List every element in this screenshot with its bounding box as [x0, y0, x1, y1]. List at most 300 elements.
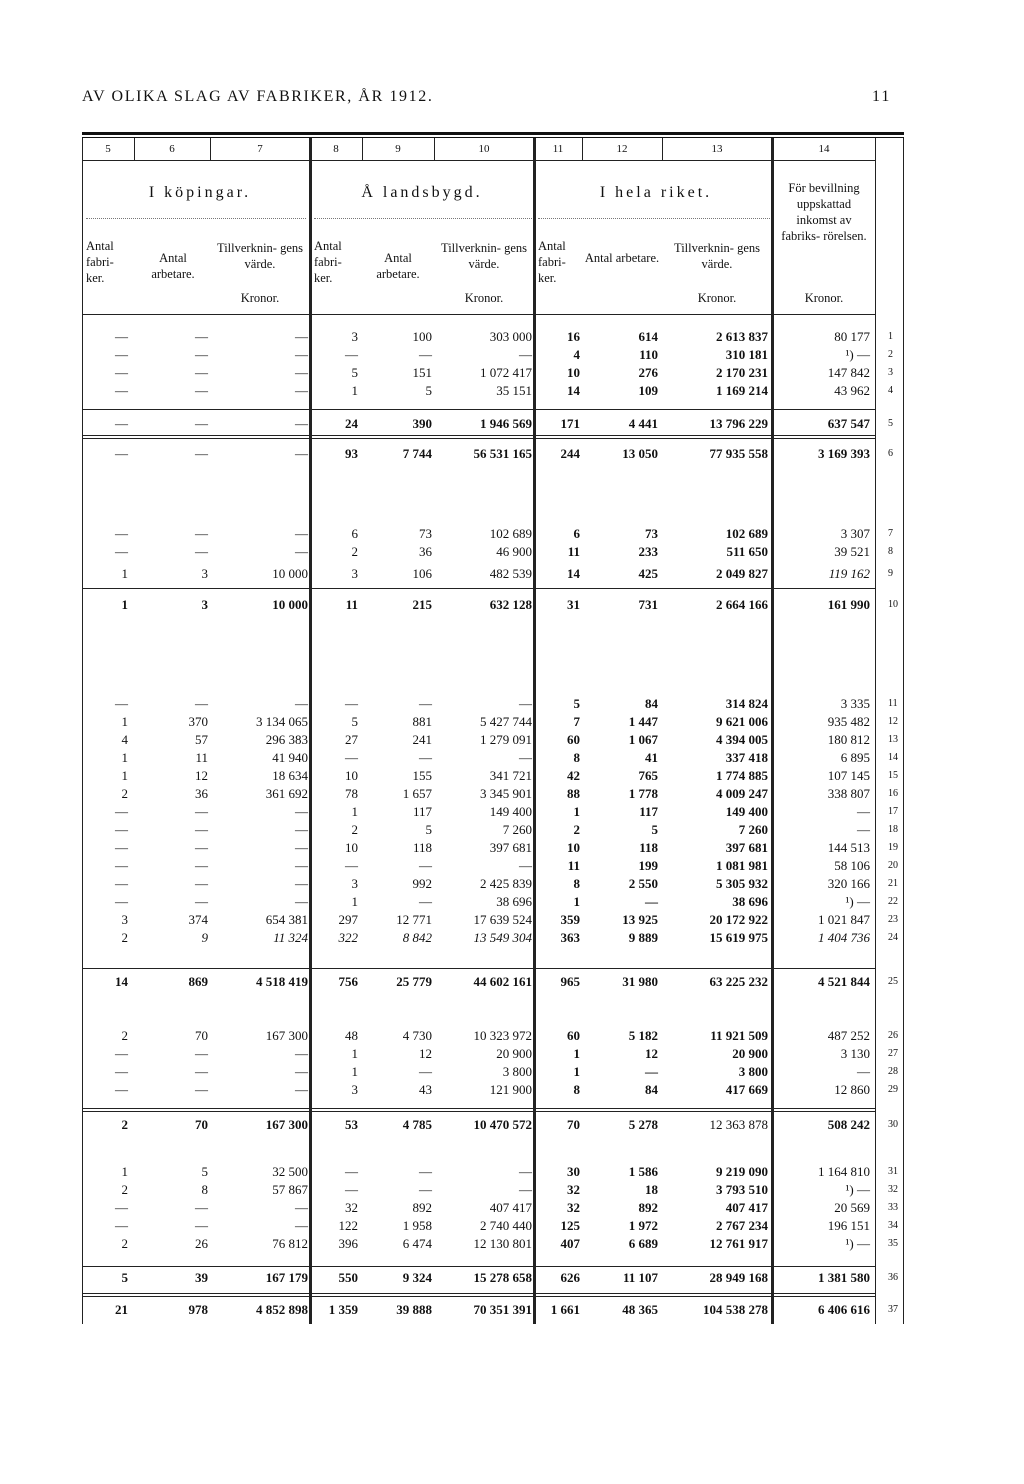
table-row [0, 876, 904, 892]
table-cell: 12 761 917 [709, 1236, 768, 1251]
table-cell: 149 400 [725, 804, 768, 819]
table-row [0, 365, 904, 381]
table-row [0, 1270, 904, 1286]
table-cell: 167 179 [265, 1270, 308, 1285]
table-cell: 7 [573, 714, 580, 729]
column-number: 11 [552, 143, 564, 155]
table-row [0, 1082, 904, 1098]
table-row [0, 597, 904, 613]
table-cell: 48 [345, 1028, 358, 1043]
table-cell: — [295, 804, 308, 819]
header-dotted-rule [314, 218, 532, 219]
table-cell: — [419, 1064, 432, 1079]
table-cell: 965 [560, 974, 580, 989]
subheader-antal-arbetare: Antal arbetare. [151, 251, 195, 281]
table-cell: 180 812 [827, 732, 870, 747]
column-divider [903, 138, 904, 1324]
table-cell: 30 [567, 1164, 580, 1179]
column-number: 8 [333, 143, 339, 155]
table-cell: 992 [412, 876, 432, 891]
column-divider-heavy [771, 138, 774, 1324]
table-cell: 881 [412, 714, 432, 729]
table-cell: — [115, 840, 128, 855]
table-cell: 31 [567, 597, 580, 612]
table-cell: 167 300 [265, 1028, 308, 1043]
group-heading-landsbygd: Å landsbygd. [361, 184, 483, 201]
table-cell: 12 860 [834, 1082, 870, 1097]
table-cell: 3 800 [738, 1064, 768, 1079]
table-cell: 1 657 [402, 786, 432, 801]
column-number: 6 [169, 143, 175, 155]
subheader-kronor: Kronor. [697, 291, 737, 305]
subheader-kronor: Kronor. [464, 291, 504, 305]
table-cell: 1 [121, 768, 128, 783]
table-cell: 1 169 214 [716, 383, 768, 398]
table-cell: — [295, 840, 308, 855]
table-cell: 38 696 [732, 894, 768, 909]
table-cell: 88 [567, 786, 580, 801]
row-number: 35 [888, 1238, 898, 1249]
table-cell: 765 [638, 768, 658, 783]
table-row [0, 696, 904, 712]
row-number: 19 [888, 842, 898, 853]
table-cell: 1 774 885 [716, 768, 768, 783]
table-row [0, 822, 904, 838]
column-divider-heavy [533, 138, 536, 1324]
table-cell: — [345, 347, 358, 362]
section-rule [82, 1108, 876, 1109]
table-cell: 11 [567, 544, 580, 559]
column-divider [662, 138, 663, 160]
table-cell: 10 [345, 840, 358, 855]
table-cell: — [115, 347, 128, 362]
table-cell: 8 [201, 1182, 208, 1197]
table-cell: 361 692 [265, 786, 308, 801]
table-cell: 370 [188, 714, 208, 729]
table-cell: 1 [351, 894, 358, 909]
table-cell: 57 [195, 732, 208, 747]
table-cell: 35 151 [496, 383, 532, 398]
table-cell: 57 867 [272, 1182, 308, 1197]
table-cell: 407 417 [725, 1200, 768, 1215]
table-cell: 511 650 [726, 544, 768, 559]
column-number: 7 [257, 143, 263, 155]
table-cell: 4 441 [628, 416, 658, 431]
table-cell: 3 [351, 329, 358, 344]
table-cell: — [295, 1046, 308, 1061]
table-cell: 17 639 524 [473, 912, 532, 927]
table-cell: 13 050 [622, 446, 658, 461]
table-cell: — [419, 696, 432, 711]
table-cell: 13 796 229 [709, 416, 768, 431]
table-cell: 935 482 [827, 714, 870, 729]
table-cell: 482 539 [489, 566, 532, 581]
table-cell: 151 [412, 365, 432, 380]
table-cell: 1 [351, 804, 358, 819]
row-number: 36 [888, 1272, 898, 1283]
table-cell: 637 547 [827, 416, 870, 431]
table-cell: 626 [560, 1270, 580, 1285]
table-cell: 18 634 [272, 768, 308, 783]
table-cell: 303 000 [489, 329, 532, 344]
table-cell: 14 [567, 566, 580, 581]
table-cell: 869 [188, 974, 208, 989]
table-cell: 310 181 [725, 347, 768, 362]
table-cell: — [295, 858, 308, 873]
table-cell: 4 [573, 347, 580, 362]
header-dotted-rule [86, 218, 306, 219]
table-cell: — [115, 416, 128, 431]
header-dotted-rule [538, 218, 770, 219]
table-cell: 46 900 [496, 544, 532, 559]
table-cell: — [419, 1182, 432, 1197]
table-cell: 241 [412, 732, 432, 747]
table-cell: 39 [195, 1270, 208, 1285]
table-cell: 60 [567, 1028, 580, 1043]
table-cell: 125 [560, 1218, 580, 1233]
row-number: 4 [888, 385, 893, 396]
row-number: 11 [888, 698, 898, 709]
table-cell: 5 [351, 714, 358, 729]
row-number: 32 [888, 1184, 898, 1195]
table-cell: 3 130 [840, 1046, 870, 1061]
row-number: 30 [888, 1119, 898, 1130]
table-cell: 1 586 [628, 1164, 658, 1179]
table-cell: 1 081 981 [716, 858, 768, 873]
table-cell: — [115, 1218, 128, 1233]
table-cell: 1 [121, 566, 128, 581]
table-cell: — [519, 347, 532, 362]
table-cell: — [195, 1200, 208, 1215]
table-row [0, 446, 904, 462]
table-cell: 731 [638, 597, 658, 612]
section-rule [82, 435, 876, 436]
table-cell: 12 771 [396, 912, 432, 927]
subheader-tillverkningens-varde: Tillverknin- gens värde. [674, 241, 760, 271]
table-row [0, 858, 904, 874]
table-cell: 118 [639, 840, 658, 855]
column-divider-heavy [309, 138, 312, 1324]
table-cell: 892 [638, 1200, 658, 1215]
section-rule [82, 438, 876, 439]
table-cell: — [195, 894, 208, 909]
table-cell: 76 812 [272, 1236, 308, 1251]
table-cell: 14 [567, 383, 580, 398]
table-cell: 9 889 [628, 930, 658, 945]
table-cell: 3 335 [840, 696, 870, 711]
table-cell: 9 219 090 [716, 1164, 768, 1179]
table-cell: 78 [345, 786, 358, 801]
table-cell: 32 [345, 1200, 358, 1215]
table-cell: 359 [560, 912, 580, 927]
table-cell: 3 345 901 [480, 786, 532, 801]
table-cell: — [345, 696, 358, 711]
table-cell: 9 621 006 [716, 714, 768, 729]
table-row [0, 840, 904, 856]
subheader-kronor: Kronor. [240, 291, 280, 305]
table-cell: 8 842 [402, 930, 432, 945]
table-cell: 322 [338, 930, 358, 945]
table-cell: — [115, 1200, 128, 1215]
column-divider [875, 138, 876, 1324]
table-cell: 3 [351, 876, 358, 891]
table-cell: 20 569 [834, 1200, 870, 1215]
table-cell: 117 [412, 804, 432, 819]
table-cell: 5 [425, 822, 432, 837]
table-cell: 1 661 [550, 1302, 580, 1317]
table-cell: — [115, 822, 128, 837]
table-cell: 102 689 [489, 526, 532, 541]
table-cell: 1 778 [628, 786, 658, 801]
table-row [0, 750, 904, 766]
table-cell: 18 [645, 1182, 658, 1197]
column-divider [82, 138, 83, 1324]
column-divider [434, 138, 435, 160]
section-rule [82, 1293, 876, 1294]
table-cell: 16 [567, 329, 580, 344]
table-cell: 215 [412, 597, 432, 612]
table-cell: — [519, 1182, 532, 1197]
subheader-antal-arbetare: Antal arbetare. [584, 251, 660, 265]
table-cell: 2 [121, 1182, 128, 1197]
table-cell: 73 [419, 526, 432, 541]
table-cell: 10 470 572 [473, 1117, 532, 1132]
table-cell: 118 [412, 840, 432, 855]
table-cell: 10 [345, 768, 358, 783]
table-cell: 1 164 810 [818, 1164, 870, 1179]
table-cell: 390 [412, 416, 432, 431]
table-cell: 147 842 [827, 365, 870, 380]
table-cell: 2 [121, 1028, 128, 1043]
table-cell: 28 949 168 [709, 1270, 768, 1285]
row-number: 16 [888, 788, 898, 799]
table-cell: 978 [188, 1302, 208, 1317]
table-cell: 363 [560, 930, 580, 945]
table-cell: 10 000 [272, 597, 308, 612]
table-cell: — [857, 1064, 870, 1079]
table-cell: 25 779 [396, 974, 432, 989]
table-cell: — [195, 383, 208, 398]
table-cell: — [115, 544, 128, 559]
table-cell: 12 [419, 1046, 432, 1061]
table-cell: 32 [567, 1200, 580, 1215]
table-cell: 407 417 [489, 1200, 532, 1215]
table-cell: 4 852 898 [256, 1302, 308, 1317]
table-cell: 374 [188, 912, 208, 927]
table-cell: 27 [345, 732, 358, 747]
table-cell: 4 009 247 [716, 786, 768, 801]
table-cell: 3 [121, 912, 128, 927]
table-cell: — [519, 1164, 532, 1179]
subheader-tillverkningens-varde: Tillverknin- gens värde. [441, 241, 527, 271]
table-cell: 32 [567, 1182, 580, 1197]
table-cell: 73 [645, 526, 658, 541]
table-cell: 3 [351, 1082, 358, 1097]
table-cell: 53 [345, 1117, 358, 1132]
table-cell: — [519, 696, 532, 711]
table-cell: 1 404 736 [818, 930, 870, 945]
table-cell: 58 106 [834, 858, 870, 873]
table-cell: 5 [651, 822, 658, 837]
table-cell: 2 049 827 [716, 566, 768, 581]
table-cell: 15 619 975 [709, 930, 768, 945]
table-cell: 14 [115, 974, 128, 989]
table-cell: 10 000 [272, 566, 308, 581]
table-cell: 20 900 [732, 1046, 768, 1061]
row-number: 8 [888, 546, 893, 557]
subheader-antal-fabriker: Antal fabri- ker. [86, 239, 114, 285]
subheader-antal-arbetare: Antal arbetare. [376, 251, 420, 281]
table-cell: 2 [121, 930, 128, 945]
table-cell: 487 252 [827, 1028, 870, 1043]
row-number: 18 [888, 824, 898, 835]
table-cell: 1 [121, 714, 128, 729]
table-cell: 36 [195, 786, 208, 801]
table-cell: 161 990 [827, 597, 870, 612]
table-cell: 2 425 839 [480, 876, 532, 891]
table-cell: — [645, 1064, 658, 1079]
row-number: 26 [888, 1030, 898, 1041]
table-cell: 1 279 091 [480, 732, 532, 747]
table-cell: 70 [195, 1028, 208, 1043]
column-number: 10 [478, 143, 490, 155]
table-cell: — [295, 383, 308, 398]
top-rule [82, 132, 904, 135]
column-divider [582, 138, 583, 160]
table-cell: 1 958 [402, 1218, 432, 1233]
table-cell: 144 513 [827, 840, 870, 855]
table-cell: 2 170 231 [716, 365, 768, 380]
table-cell: 84 [645, 696, 658, 711]
table-row [0, 732, 904, 748]
table-cell: 106 [412, 566, 432, 581]
table-cell: 5 427 744 [480, 714, 532, 729]
table-cell: — [115, 804, 128, 819]
table-row [0, 974, 904, 990]
table-cell: 102 689 [725, 526, 768, 541]
table-row [0, 566, 904, 582]
table-cell: 84 [645, 1082, 658, 1097]
subheader-kronor: Kronor. [804, 291, 844, 305]
table-cell: 3 [201, 566, 208, 581]
table-cell: 2 [121, 786, 128, 801]
table-cell: 5 182 [628, 1028, 658, 1043]
table-cell: — [419, 750, 432, 765]
table-row [0, 1117, 904, 1133]
table-cell: — [115, 1064, 128, 1079]
table-cell: 338 807 [827, 786, 870, 801]
table-cell: 5 278 [628, 1117, 658, 1132]
table-cell: 244 [560, 446, 580, 461]
table-row [0, 714, 904, 730]
table-cell: — [195, 446, 208, 461]
table-cell: 417 669 [725, 1082, 768, 1097]
table-cell: 12 363 878 [709, 1117, 768, 1132]
table-cell: 3 [351, 566, 358, 581]
row-number: 24 [888, 932, 898, 943]
table-cell: 10 [567, 365, 580, 380]
table-cell: 337 418 [725, 750, 768, 765]
table-cell: 11 [195, 750, 208, 765]
table-cell: 1 [121, 750, 128, 765]
table-cell: 11 107 [622, 1270, 658, 1285]
table-cell: 1 [573, 804, 580, 819]
table-cell: 199 [638, 858, 658, 873]
table-cell: 7 744 [402, 446, 432, 461]
column-divider [210, 138, 211, 160]
table-cell: 2 [121, 1236, 128, 1251]
top-rule-thin [82, 137, 904, 138]
table-cell: 1 072 417 [480, 365, 532, 380]
table-cell: 39 888 [396, 1302, 432, 1317]
table-cell: 407 [560, 1236, 580, 1251]
table-cell: 341 721 [489, 768, 532, 783]
table-row [0, 1182, 904, 1198]
table-cell: 892 [412, 1200, 432, 1215]
row-number: 22 [888, 896, 898, 907]
column-number: 12 [616, 143, 628, 155]
table-cell: ¹) — [845, 1236, 870, 1251]
table-cell: 1 [351, 383, 358, 398]
table-cell: 2 [351, 544, 358, 559]
table-row [0, 786, 904, 802]
table-cell: 276 [638, 365, 658, 380]
table-cell: — [295, 876, 308, 891]
table-cell: — [195, 696, 208, 711]
table-cell: 39 521 [834, 544, 870, 559]
table-cell: — [295, 446, 308, 461]
table-row [0, 1218, 904, 1234]
table-cell: 1 [121, 597, 128, 612]
table-cell: 43 962 [834, 383, 870, 398]
table-cell: 32 500 [272, 1164, 308, 1179]
row-number: 37 [888, 1304, 898, 1315]
table-cell: 1 946 569 [480, 416, 532, 431]
table-cell: 3 793 510 [716, 1182, 768, 1197]
table-cell: 1 [573, 1064, 580, 1079]
table-cell: 6 895 [840, 750, 870, 765]
table-cell: 3 800 [502, 1064, 532, 1079]
row-number: 2 [888, 349, 893, 360]
table-cell: — [419, 894, 432, 909]
table-cell: 4 521 844 [818, 974, 870, 989]
table-cell: — [857, 822, 870, 837]
page-title: AV OLIKA SLAG AV FABRIKER, ÅR 1912. [82, 88, 434, 105]
table-cell: 2 [121, 1117, 128, 1132]
table-row [0, 1028, 904, 1044]
table-cell: — [195, 365, 208, 380]
table-cell: 26 [195, 1236, 208, 1251]
table-row [0, 1302, 904, 1318]
table-cell: 155 [412, 768, 432, 783]
table-cell: 297 [338, 912, 358, 927]
table-cell: — [295, 894, 308, 909]
table-cell: — [519, 858, 532, 873]
table-cell: 6 406 616 [818, 1302, 870, 1317]
header-rule [82, 160, 876, 161]
table-cell: 15 278 658 [473, 1270, 532, 1285]
table-cell: 4 730 [402, 1028, 432, 1043]
table-cell: — [645, 894, 658, 909]
row-number: 13 [888, 734, 898, 745]
table-cell: 314 824 [725, 696, 768, 711]
table-cell: 396 [338, 1236, 358, 1251]
table-cell: 20 172 922 [709, 912, 768, 927]
table-cell: — [345, 1164, 358, 1179]
table-cell: — [195, 1064, 208, 1079]
table-cell: — [195, 1218, 208, 1233]
table-row [0, 804, 904, 820]
